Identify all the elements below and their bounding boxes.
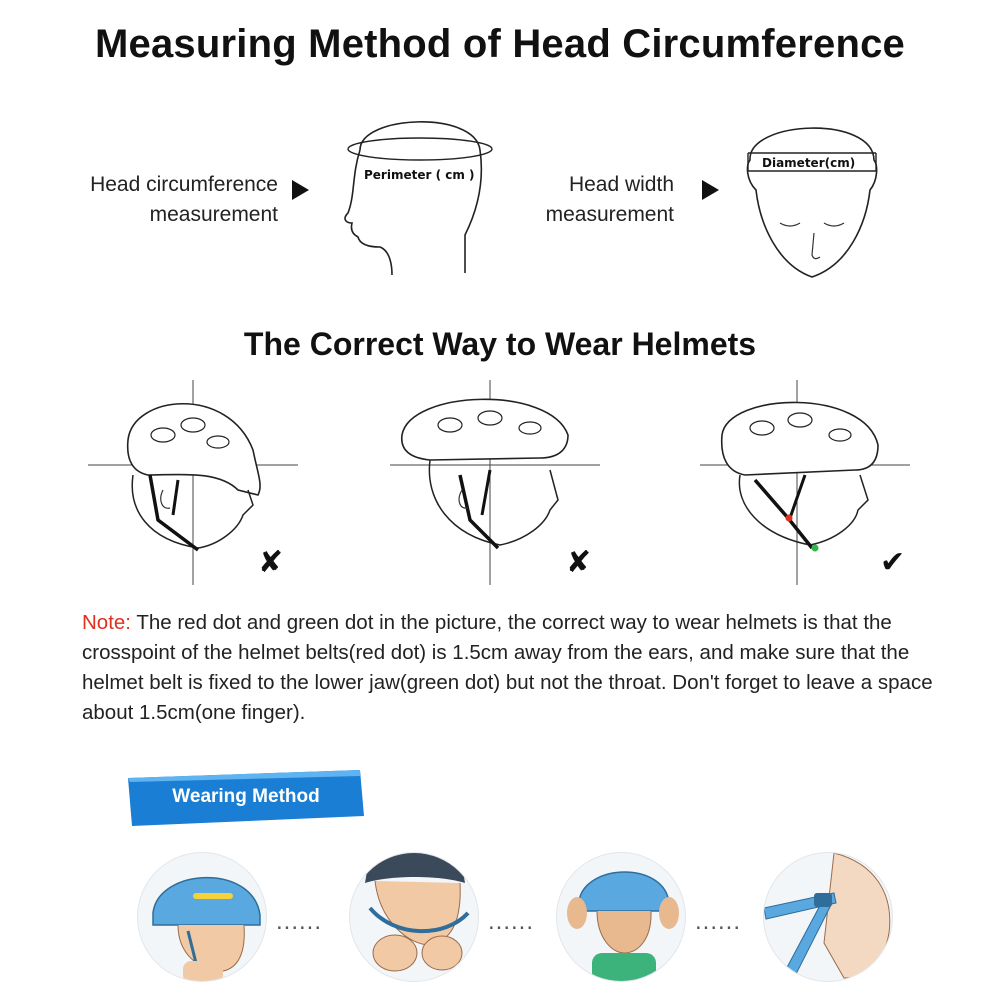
circumference-label bbox=[40, 170, 278, 230]
arrow-right-icon bbox=[292, 180, 309, 200]
step-separator: ...... bbox=[488, 908, 535, 935]
wearing-step-2 bbox=[349, 852, 479, 982]
page-title: Measuring Method of Head Circumference bbox=[95, 22, 905, 66]
helmet-step-3-icon bbox=[557, 853, 686, 982]
wearing-step-4 bbox=[763, 852, 893, 982]
perimeter-label: Perimeter ( cm ) bbox=[364, 168, 475, 182]
step-separator: ...... bbox=[695, 908, 742, 935]
red-dot-icon bbox=[786, 515, 793, 522]
wearing-step-1 bbox=[137, 852, 267, 982]
wrong-mark-icon: ✘ bbox=[566, 546, 592, 579]
helmet-example-3 bbox=[700, 380, 910, 590]
note-label: Note: bbox=[82, 611, 131, 634]
helmet-step-4-icon bbox=[764, 853, 893, 982]
section-subtitle: The Correct Way to Wear Helmets bbox=[243, 326, 757, 362]
helmet-step-1-icon bbox=[138, 853, 267, 982]
width-label-line1: Head width bbox=[568, 173, 674, 196]
wearing-method-banner bbox=[128, 768, 364, 826]
green-dot-icon bbox=[812, 545, 819, 552]
diameter-label: Diameter(cm) bbox=[762, 156, 856, 170]
head-front-figure bbox=[738, 105, 888, 285]
head-profile-figure bbox=[330, 105, 510, 280]
wrong-mark-icon: ✘ bbox=[258, 546, 284, 579]
circumference-label-line2: measurement bbox=[149, 203, 278, 226]
width-label-line2: measurement bbox=[545, 203, 674, 226]
note-paragraph bbox=[82, 608, 942, 728]
wearing-step-3 bbox=[556, 852, 686, 982]
width-label bbox=[500, 170, 674, 230]
wearing-method-label: Wearing Method bbox=[172, 786, 320, 807]
correct-mark-icon: ✔ bbox=[880, 546, 906, 579]
arrow-right-icon bbox=[702, 180, 719, 200]
helmet-step-2-icon bbox=[350, 853, 479, 982]
circumference-label-line1: Head circumference bbox=[90, 173, 278, 196]
step-separator: ...... bbox=[276, 908, 323, 935]
note-text: The red dot and green dot in the picture, the correct way to wear helmets is that the crosspoint of the helmet belts(red dot) is 1.5cm away from the ears, and make sure that the helmet belt is fixed to the lower jaw(green dot) but not the throat. Don't forget to leave a space about 1.5cm(one finger). bbox=[82, 611, 933, 724]
